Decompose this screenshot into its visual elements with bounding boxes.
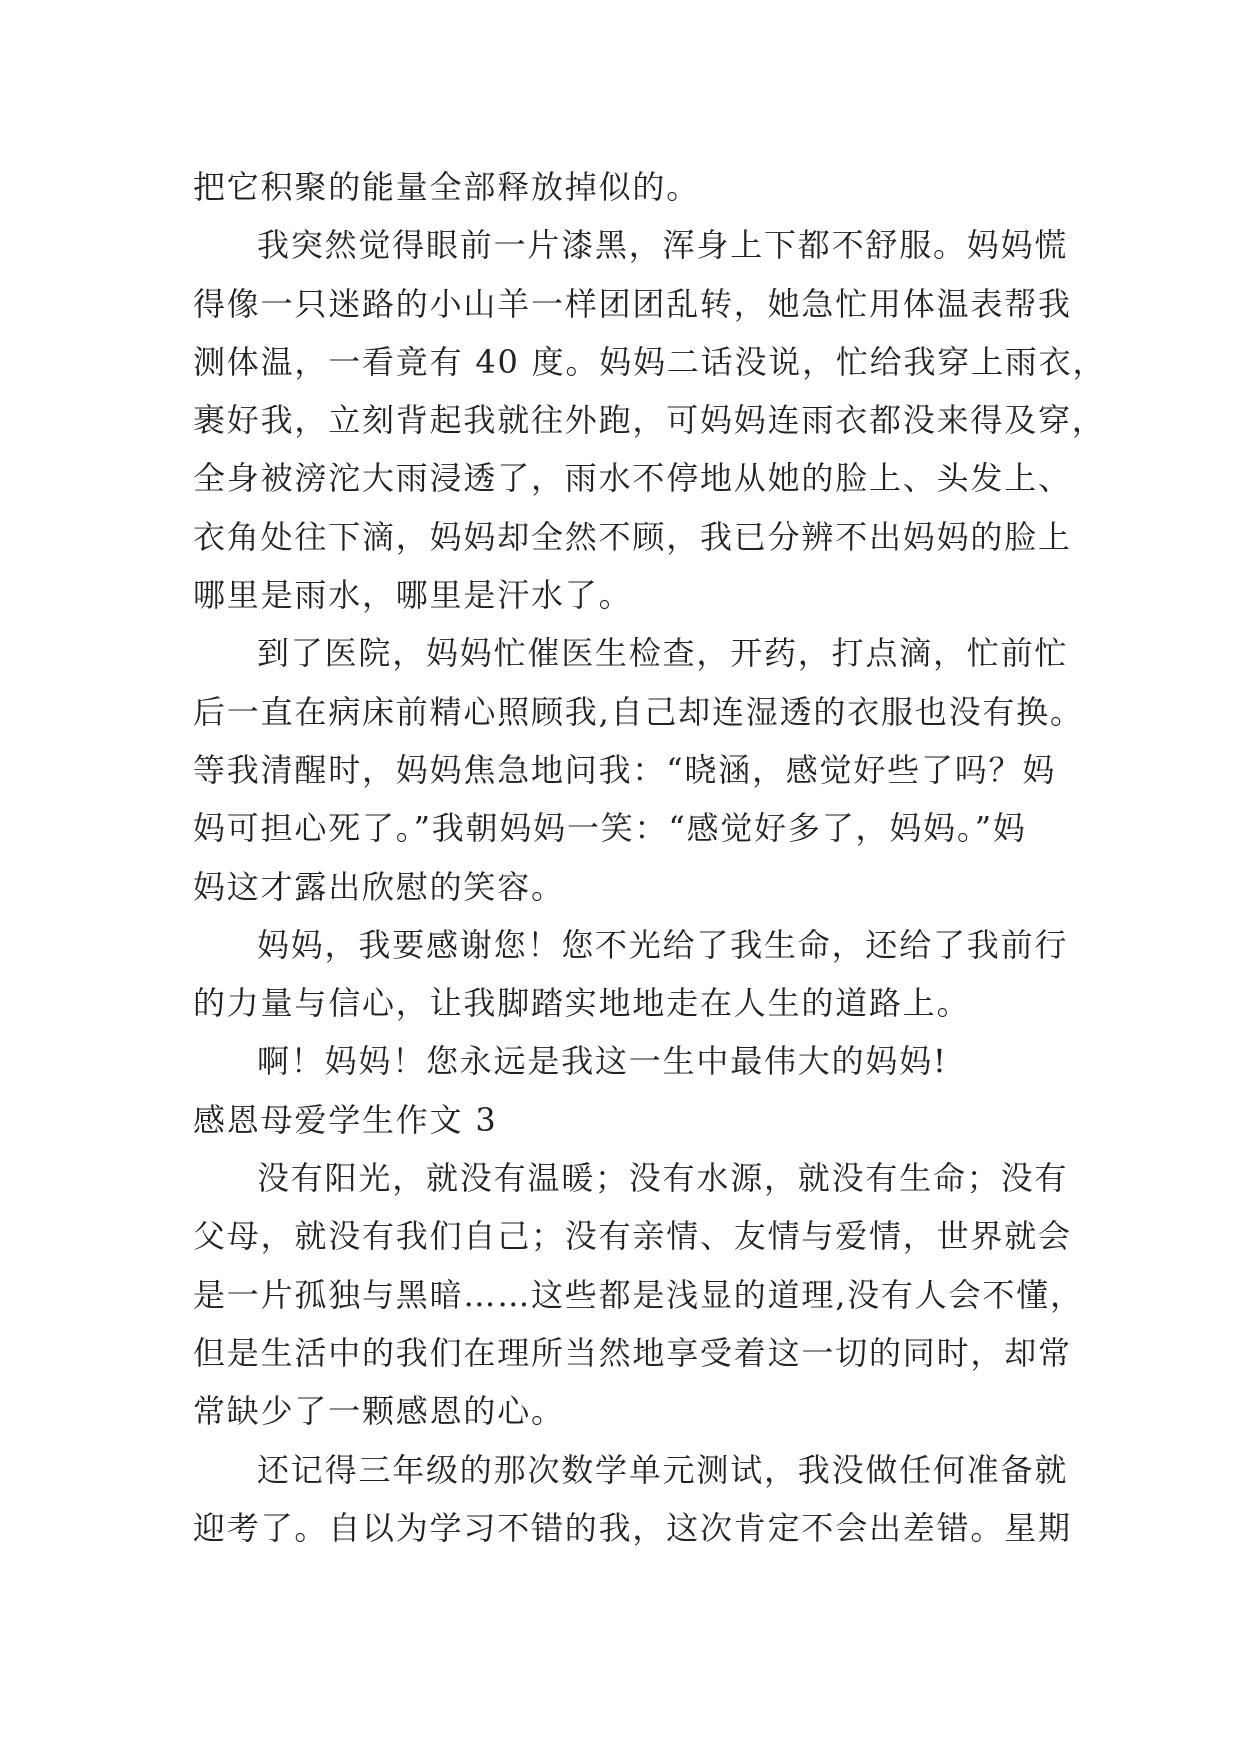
text-line: 衣角处往下滴，妈妈却全然不顾，我已分辨不出妈妈的脸上	[193, 517, 1072, 556]
text-line: 后一直在病床前精心照顾我,自己却连湿透的衣服也没有换。	[193, 692, 1084, 731]
text-line: 测体温，一看竟有 40 度。妈妈二话没说，忙给我穿上雨衣，	[193, 342, 1107, 381]
text-line: 妈妈，我要感谢您！您不光给了我生命，还给了我前行	[257, 925, 1069, 964]
text-line: 常缺少了一颗感恩的心。	[193, 1392, 565, 1431]
text-line: 的力量与信心，让我脚踏实地地走在人生的道路上。	[193, 984, 971, 1023]
text-line: 啊！妈妈！您永远是我这一生中最伟大的妈妈!	[257, 1042, 948, 1081]
text-line: 裹好我，立刻背起我就往外跑，可妈妈连雨衣都没来得及穿，	[193, 401, 1106, 440]
text-line: 但是生活中的我们在理所当然地享受着这一切的同时，却常	[193, 1333, 1072, 1372]
document-body	[193, 158, 1107, 1557]
text-line: 等我清醒时，妈妈焦急地问我：“晓涵，感觉好些了吗？妈	[193, 750, 1057, 789]
text-line: 还记得三年级的那次数学单元测试，我没做任何准备就	[257, 1450, 1069, 1489]
text-line: 我突然觉得眼前一片漆黑，浑身上下都不舒服。妈妈慌	[257, 226, 1069, 265]
section-heading: 感恩母爱学生作文 3	[193, 1100, 498, 1139]
text-line: 父母，就没有我们自己；没有亲情、友情与爱情，世界就会	[193, 1217, 1072, 1256]
text-line: 是一片孤独与黑暗……这些都是浅显的道理,没有人会不懂，	[193, 1275, 1084, 1314]
text-line: 得像一只迷路的小山羊一样团团乱转，她急忙用体温表帮我	[193, 284, 1072, 323]
text-line: 把它积聚的能量全部释放掉似的。	[193, 168, 701, 206]
text-line: 哪里是雨水，哪里是汗水了。	[193, 576, 633, 615]
text-line: 到了医院，妈妈忙催医生检查，开药，打点滴，忙前忙	[257, 634, 1069, 673]
text-line: 妈可担心死了。”我朝妈妈一笑：“感觉好多了，妈妈。”妈	[193, 809, 1027, 848]
text-line: 全身被滂沱大雨浸透了，雨水不停地从她的脸上、头发上、	[193, 459, 1072, 498]
text-line: 迎考了。自以为学习不错的我，这次肯定不会出差错。星期	[193, 1508, 1072, 1547]
text-line: 没有阳光，就没有温暖；没有水源，就没有生命；没有	[257, 1159, 1069, 1198]
text-line: 妈这才露出欣慰的笑容。	[193, 867, 565, 906]
